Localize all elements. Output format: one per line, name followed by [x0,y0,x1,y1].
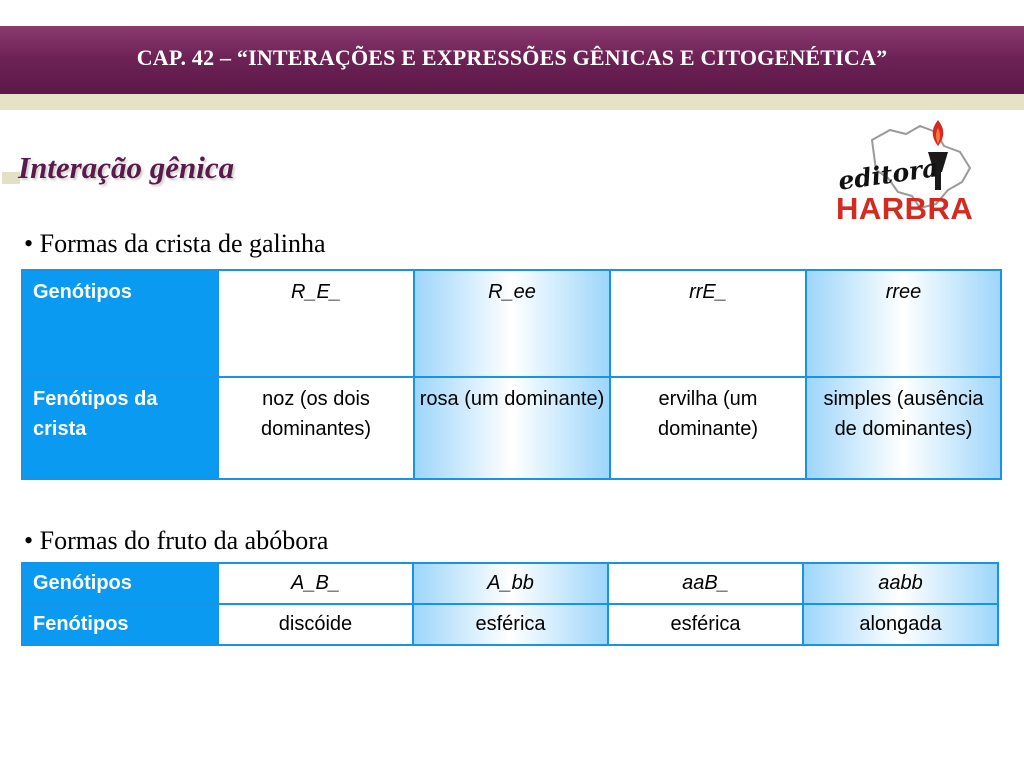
phenotype-cell: alongada [803,604,998,645]
phenotype-cell: esférica [608,604,803,645]
phenotype-cell: esférica [413,604,608,645]
table-row [22,563,998,604]
phenotype-cell: noz (os dois dominantes) [218,377,414,479]
bullet-abobora: • Formas do fruto da abóbora [24,526,329,555]
genotype-cell: rrE_ [610,270,806,377]
table-row [22,270,1001,377]
crista-table [21,269,1002,480]
phenotype-cell: discóide [218,604,413,645]
logo-script-text: editora [836,153,941,196]
abobora-table [21,562,999,646]
table-row [22,604,998,645]
genotype-cell: R_ee [414,270,610,377]
genotype-cell: A_bb [413,563,608,604]
section-title: Interação gênica [18,150,235,185]
row-header-fenotipos: Fenótipos da crista [22,377,218,479]
table-row [22,377,1001,479]
row-header-genotipos: Genótipos [22,563,218,604]
header-accent-strip [0,94,1024,110]
phenotype-cell: ervilha (um dominante) [610,377,806,479]
genotype-cell: aabb [803,563,998,604]
slide-header-title: CAP. 42 – “INTERAÇÕES E EXPRESSÕES GÊNICAS E CITOGENÉTICA” [136,45,888,70]
row-header-genotipos: Genótipos [22,270,218,377]
logo-brand-text: HARBRA [836,191,974,226]
phenotype-cell: simples (ausência de dominantes) [806,377,1001,479]
genotype-cell: A_B_ [218,563,413,604]
phenotype-cell: rosa (um dominante) [414,377,610,479]
genotype-cell: aaB_ [608,563,803,604]
bullet-crista: • Formas da crista de galinha [24,229,326,258]
row-header-fenotipos: Fenótipos [22,604,218,645]
genotype-cell: R_E_ [218,270,414,377]
genotype-cell: rree [806,270,1001,377]
